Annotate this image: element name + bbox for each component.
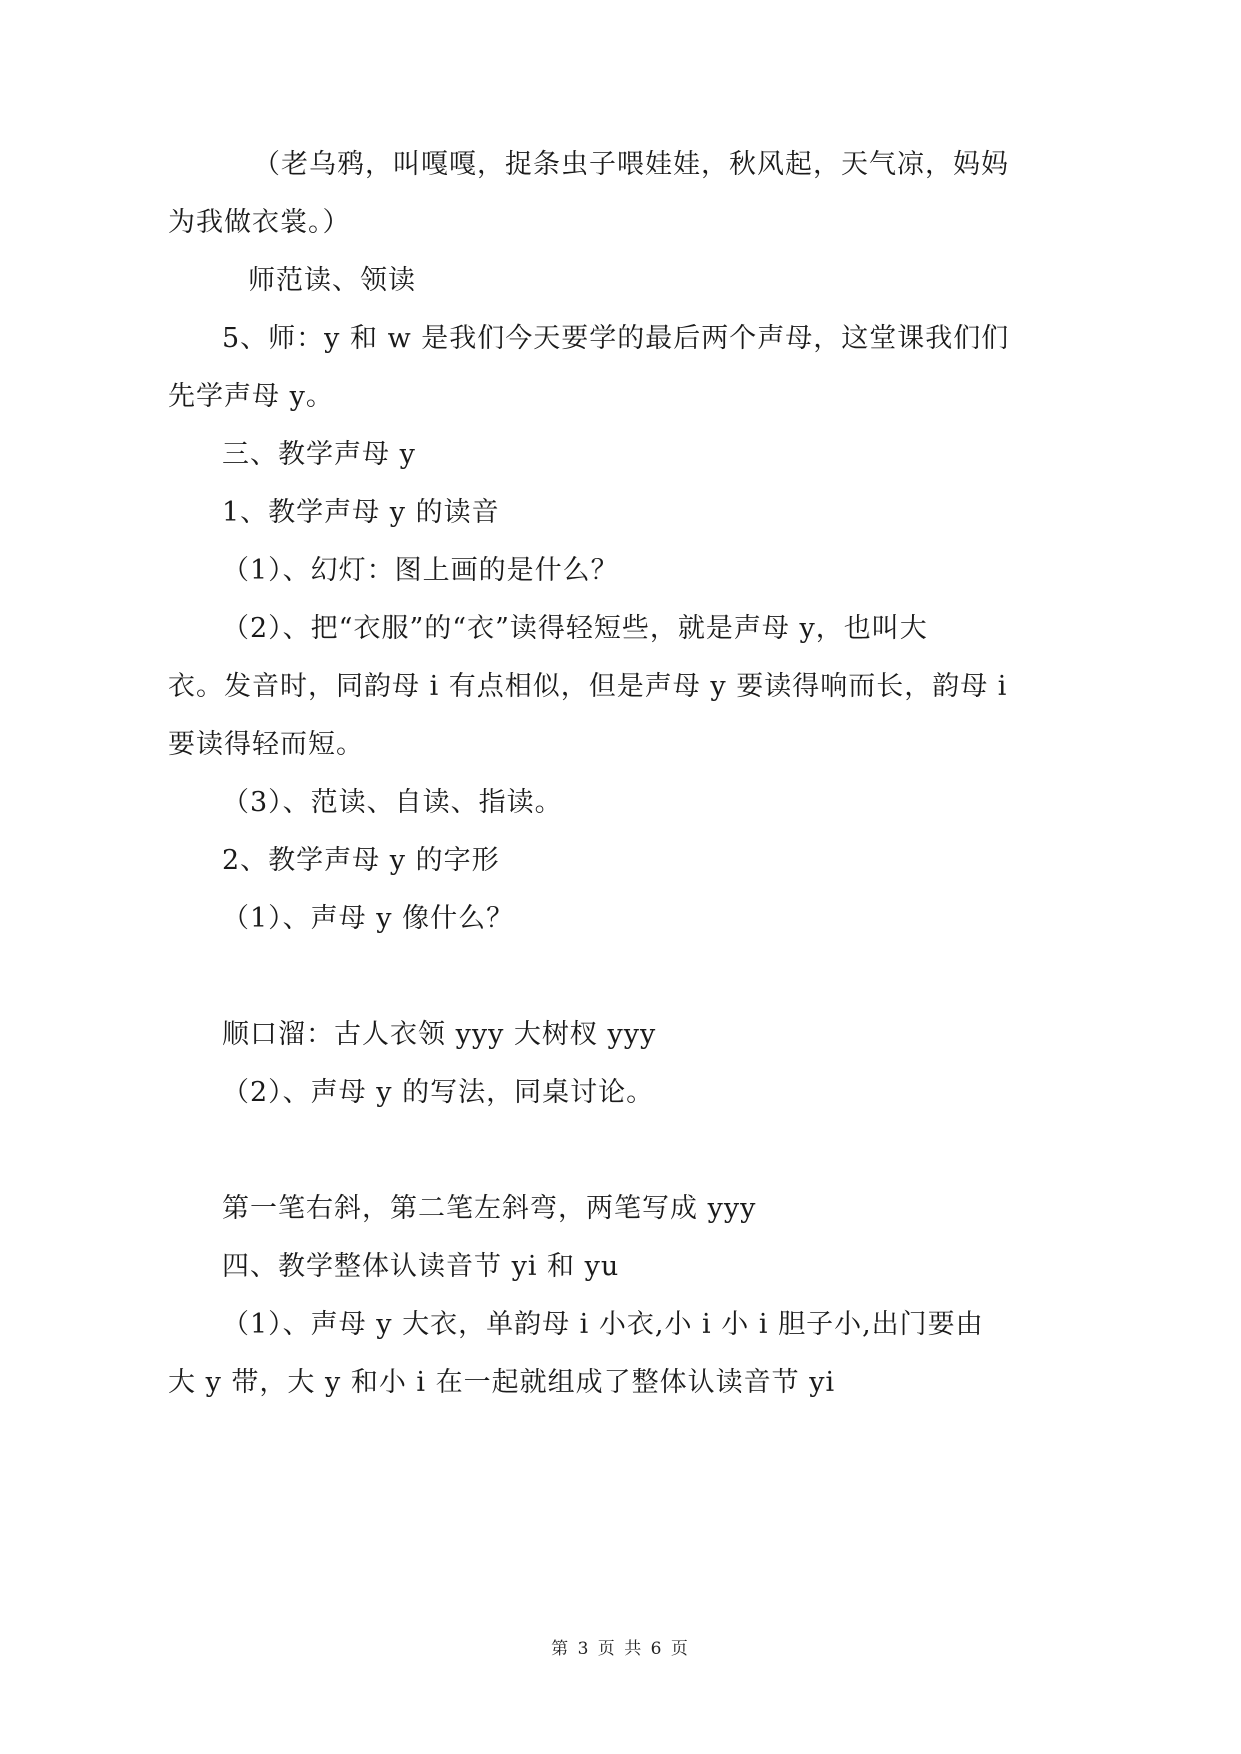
paragraph-line: 1、教学声母 y 的读音 [222, 497, 500, 528]
paragraph-line: 第一笔右斜，第二笔左斜弯，两笔写成 yyy [222, 1193, 757, 1224]
paragraph-line: 2、教学声母 y 的字形 [222, 845, 500, 876]
page-number-footer: 第 3 页 共 6 页 [551, 1639, 690, 1659]
paragraph-line: （3）、范读、自读、指读。 [222, 787, 563, 818]
paragraph-line: （2）、把“衣服”的“衣”读得轻短些，就是声母 y，也叫大 [222, 613, 928, 644]
paragraph-line: 要读得轻而短。 [168, 729, 364, 760]
section-heading: 三、教学声母 y [222, 439, 416, 470]
paragraph-line: （老乌鸦，叫嘎嘎，捉条虫子喂娃娃，秋风起，天气凉，妈妈 [253, 149, 1009, 180]
paragraph-line: 顺口溜：古人衣领 yyy 大树杈 yyy [222, 1019, 657, 1050]
paragraph-line: 师范读、领读 [248, 265, 416, 296]
paragraph-line: （1）、幻灯：图上画的是什么？ [222, 555, 619, 586]
paragraph-line: 为我做衣裳。） [168, 207, 351, 238]
section-heading: 四、教学整体认读音节 yi 和 yu [222, 1251, 620, 1282]
paragraph-line: （1）、声母 y 大衣，单韵母 i 小衣,小 i 小 i 胆子小,出门要由 [222, 1309, 984, 1340]
paragraph-line: 衣。发音时，同韵母 i 有点相似，但是声母 y 要读得响而长，韵母 i [168, 671, 1008, 702]
paragraph-line: （2）、声母 y 的写法，同桌讨论。 [222, 1077, 655, 1108]
paragraph-line: （1）、声母 y 像什么？ [222, 903, 515, 934]
paragraph-line: 先学声母 y。 [168, 381, 334, 412]
paragraph-line: 5、师：y 和 w 是我们今天要学的最后两个声母，这堂课我们们 [222, 323, 1010, 354]
paragraph-line: 大 y 带，大 y 和小 i 在一起就组成了整体认读音节 yi [168, 1367, 836, 1398]
